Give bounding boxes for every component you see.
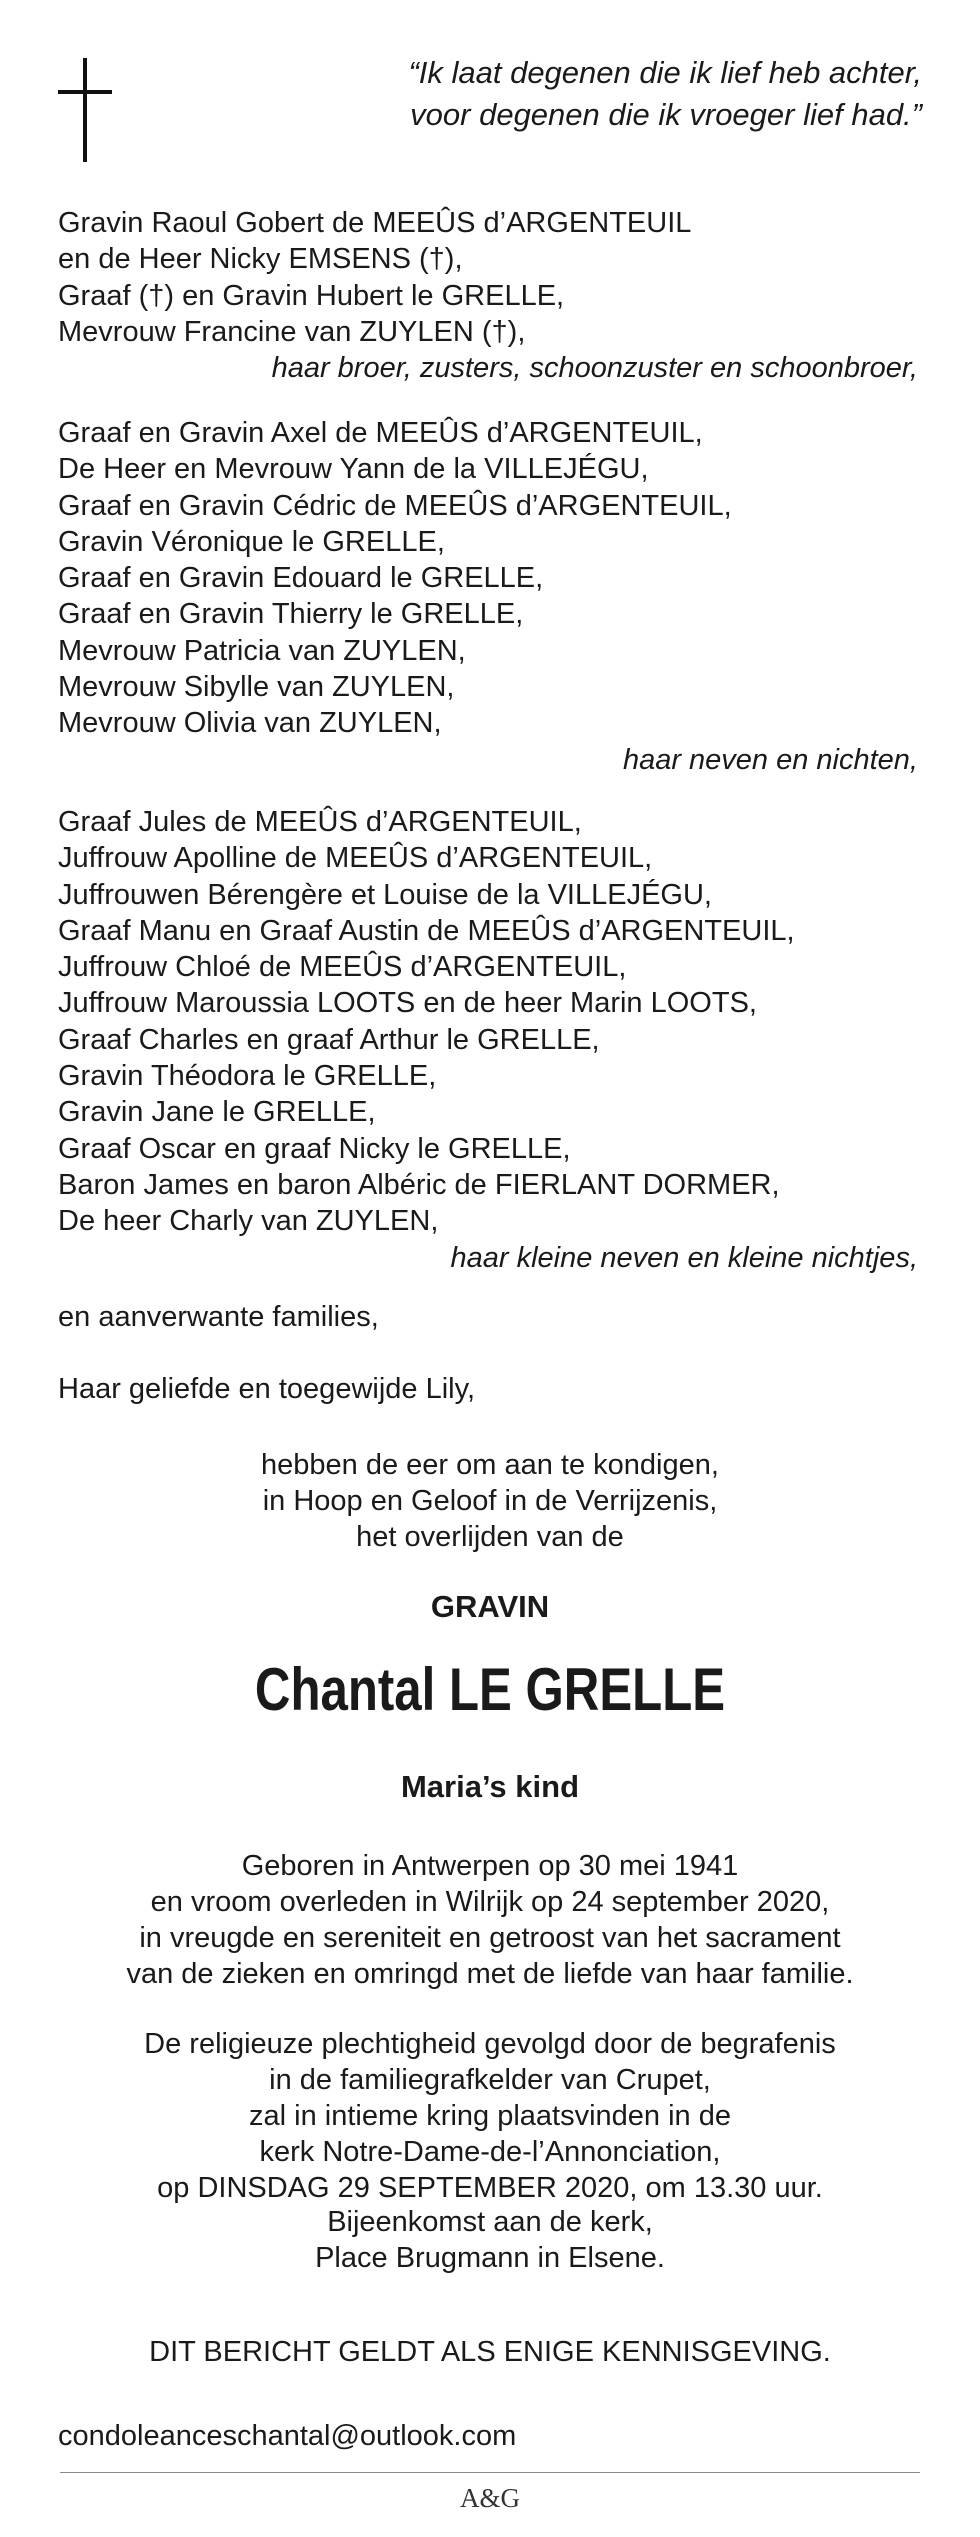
footer-divider	[60, 2472, 920, 2473]
quote-line: voor degenen die ik vroeger lief had.”	[410, 97, 922, 132]
birth-death-details	[60, 1848, 920, 1992]
family-line: Juffrouw Chloé de MEEÛS d’ARGENTEUIL,	[58, 951, 627, 984]
deceased-subtitle: Maria’s kind	[400, 1769, 580, 1804]
announcement-line: in Hoop en Geloof in de Verrijzenis,	[262, 1485, 718, 1517]
family-line: Graaf en Gravin Thierry le GRELLE,	[58, 598, 524, 631]
detail-line: in vreugde en sereniteit en getroost van het sacrament	[139, 1922, 841, 1954]
family-line: Graaf Oscar en graaf Nicky le GRELLE,	[58, 1132, 571, 1165]
announcement	[60, 1447, 920, 1555]
ceremony-details	[60, 2026, 920, 2206]
related-families: en aanverwante families,	[58, 1301, 379, 1333]
family-group-siblings	[58, 205, 918, 386]
cross-icon	[58, 58, 112, 162]
ceremony-line: in de familiegrafkelder van Crupet,	[269, 2064, 711, 2096]
family-line: Graaf Charles en graaf Arthur le GRELLE,	[58, 1023, 600, 1056]
family-line: Graaf Jules de MEEÛS d’ARGENTEUIL,	[58, 806, 582, 838]
detail-line: van de zieken en omringd met de liefde van haar familie.	[126, 1958, 854, 1990]
publisher-logo: A&G	[460, 2483, 520, 2513]
deceased-name: Chantal LE GRELLE	[254, 1656, 726, 1723]
ceremony-line: kerk Notre-Dame-de-l’Annonciation,	[259, 2136, 721, 2168]
family-line: Graaf (†) en Gravin Hubert le GRELLE,	[58, 279, 565, 312]
family-line: Graaf en Gravin Cédric de MEEÛS d’ARGENTEUIL,	[58, 489, 732, 522]
family-line: Mevrouw Patricia van ZUYLEN,	[58, 634, 466, 667]
condolence-email[interactable]: condoleanceschantal@outlook.com	[58, 2420, 517, 2452]
family-line: Graaf Manu en Graaf Austin de MEEÛS d’ARGENTEUIL,	[58, 914, 795, 947]
detail-line: Geboren in Antwerpen op 30 mei 1941	[241, 1850, 739, 1882]
family-line: Mevrouw Sibylle van ZUYLEN,	[58, 671, 455, 704]
detail-line: en vroom overleden in Wilrijk op 24 september 2020,	[150, 1886, 830, 1918]
family-line: Graaf en Gravin Axel de MEEÛS d’ARGENTEUIL,	[58, 417, 703, 449]
family-line: Gravin Raoul Gobert de MEEÛS d’ARGENTEUIL	[58, 207, 692, 239]
meeting-line: Place Brugmann in Elsene.	[315, 2242, 665, 2274]
noble-title: GRAVIN	[430, 1589, 550, 1624]
family-line: Juffrouw Maroussia LOOTS en de heer Marin LOOTS,	[58, 987, 757, 1020]
family-group-grand-nephews	[58, 804, 918, 1276]
meeting-line: Bijeenkomst aan de kerk,	[327, 2206, 653, 2238]
ceremony-line: De religieuze plechtigheid gevolgd door de begrafenis	[144, 2028, 836, 2060]
announcement-line: het overlijden van de	[356, 1521, 624, 1553]
relation-label: haar kleine neven en kleine nichtjes,	[450, 1241, 918, 1274]
relation-label: haar neven en nichten,	[622, 743, 918, 776]
family-line: en de Heer Nicky EMSENS (†),	[58, 243, 463, 276]
family-line: Juffrouw Apolline de MEEÛS d’ARGENTEUIL,	[58, 842, 653, 875]
family-line: Baron James en baron Albéric de FIERLANT DORMER,	[58, 1168, 780, 1201]
family-line: Gravin Véronique le GRELLE,	[58, 525, 445, 558]
meeting-details	[60, 2204, 920, 2276]
family-line: Graaf en Gravin Edouard le GRELLE,	[58, 562, 544, 595]
opening-quote	[302, 52, 922, 136]
family-line: Gravin Théodora le GRELLE,	[58, 1060, 437, 1093]
family-line: De heer Charly van ZUYLEN,	[58, 1205, 439, 1238]
family-line: De Heer en Mevrouw Yann de la VILLEJÉGU,	[58, 453, 649, 486]
family-line: Mevrouw Francine van ZUYLEN (†),	[58, 315, 526, 348]
caregiver-line: Haar geliefde en toegewijde Lily,	[58, 1373, 476, 1405]
ceremony-line: op DINSDAG 29 SEPTEMBER 2020, om 13.30 uur.	[157, 2172, 823, 2204]
family-line: Mevrouw Olivia van ZUYLEN,	[58, 707, 442, 740]
quote-line: “Ik laat degenen die ik lief heb achter,	[408, 55, 922, 90]
ceremony-line: zal in intieme kring plaatsvinden in de	[249, 2100, 731, 2132]
family-line: Juffrouwen Bérengère et Louise de la VILLEJÉGU,	[58, 878, 712, 911]
family-group-nephews-nieces	[58, 415, 918, 778]
official-notice: DIT BERICHT GELDT ALS ENIGE KENNISGEVING.	[149, 2336, 831, 2368]
family-line: Gravin Jane le GRELLE,	[58, 1096, 376, 1129]
relation-label: haar broer, zusters, schoonzuster en schoonbroer,	[271, 352, 918, 385]
announcement-line: hebben de eer om aan te kondigen,	[261, 1449, 719, 1481]
